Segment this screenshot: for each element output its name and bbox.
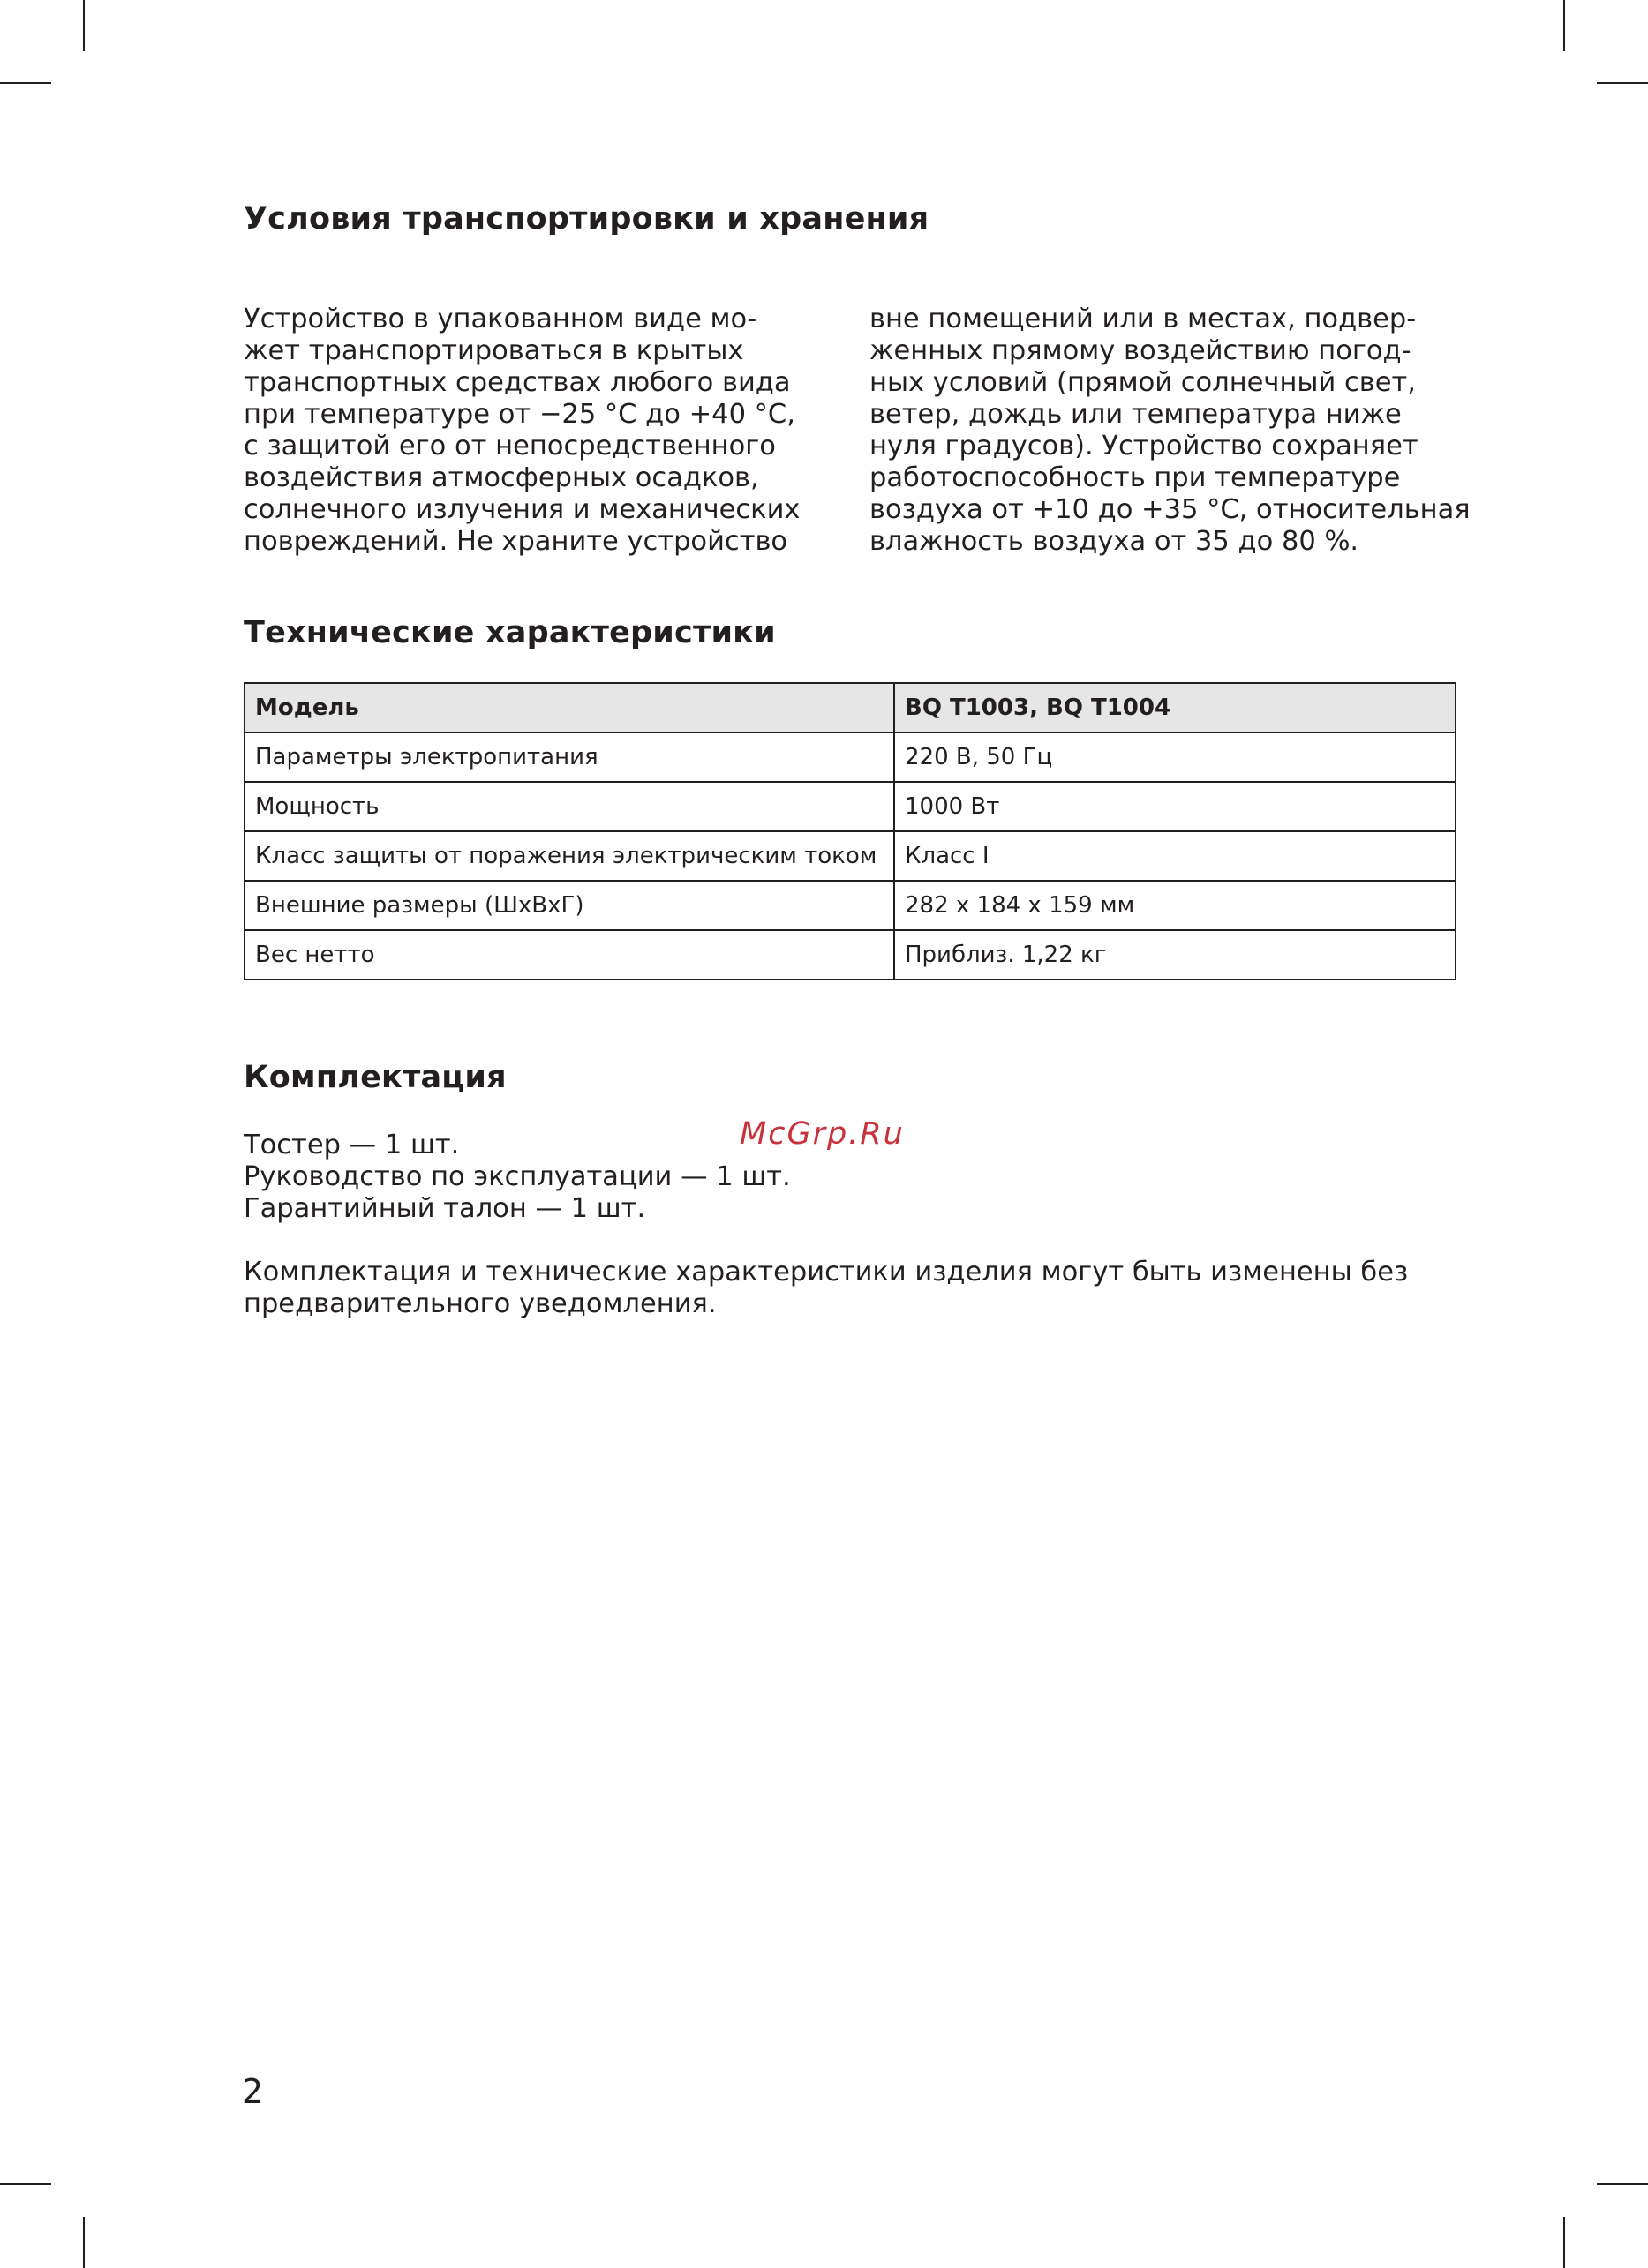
page-number: 2: [242, 2072, 264, 2111]
crop-mark: [1597, 2183, 1648, 2185]
crop-mark: [0, 82, 51, 84]
spec-value: 282 x 184 x 159 мм: [894, 881, 1456, 930]
crop-mark: [0, 2183, 51, 2185]
package-list: [244, 1130, 791, 1225]
watermark-link[interactable]: McGrp.Ru: [740, 1116, 905, 1152]
table-row: [245, 782, 1456, 831]
package-note: Комплектация и технические характеристики изделия могут быть изменены без предварительного уведомления.: [244, 1257, 1409, 1319]
spec-value: Приблиз. 1,22 кг: [894, 930, 1456, 980]
section-title-package: Комплектация: [244, 1060, 507, 1095]
section-title-specs: Технические характеристики: [244, 615, 776, 650]
crop-mark: [1563, 0, 1565, 51]
table-row: [245, 930, 1456, 980]
list-item: Руководство по эксплуатации — 1 шт.: [244, 1161, 791, 1192]
section-title-transport: Условия транспортировки и хранения: [244, 201, 929, 237]
transport-text-left: Устройство в упакованном виде мо- жет транспортироваться в крытых транспортных средствах любого вида при температуре от −25 °C до +40 °C, с защитой его от непосредственного воздействия атмосферных осадков, солнечного излучения и механических повреждений. Не храните устройство: [244, 304, 801, 557]
table-row: [245, 732, 1456, 782]
spec-label: Класс защиты от поражения электрическим током: [245, 831, 894, 881]
spec-label: Внешние размеры (ШхВхГ): [245, 881, 894, 930]
table-row: [245, 881, 1456, 930]
spec-value: 1000 Вт: [894, 782, 1456, 831]
crop-mark: [1563, 2217, 1565, 2268]
spec-label: Параметры электропитания: [245, 732, 894, 782]
list-item: Гарантийный талон — 1 шт.: [244, 1193, 646, 1224]
spec-value: Класс I: [894, 831, 1456, 881]
spec-label: Мощность: [245, 782, 894, 831]
spec-label: Вес нетто: [245, 930, 894, 980]
specs-table: [244, 682, 1456, 980]
table-row: [245, 831, 1456, 881]
specs-header-value: BQ T1003, BQ T1004: [894, 683, 1456, 732]
list-item: Тостер — 1 шт.: [244, 1130, 460, 1160]
spec-value: 220 В, 50 Гц: [894, 732, 1456, 782]
crop-mark: [1597, 82, 1648, 84]
specs-header-label: Модель: [245, 683, 894, 732]
specs-header-row: [245, 683, 1456, 732]
crop-mark: [83, 2217, 85, 2268]
crop-mark: [83, 0, 85, 51]
transport-text-right: вне помещений или в местах, подвер- женных прямому воздействию погод- ных условий (прямой солнечный свет, ветер, дождь или температура ниже нуля градусов). Устройство сохраняет работоспособность при температуре воздуха от +10 до +35 °C, относительная влажность воздуха от 35 до 80 %.: [869, 304, 1471, 557]
